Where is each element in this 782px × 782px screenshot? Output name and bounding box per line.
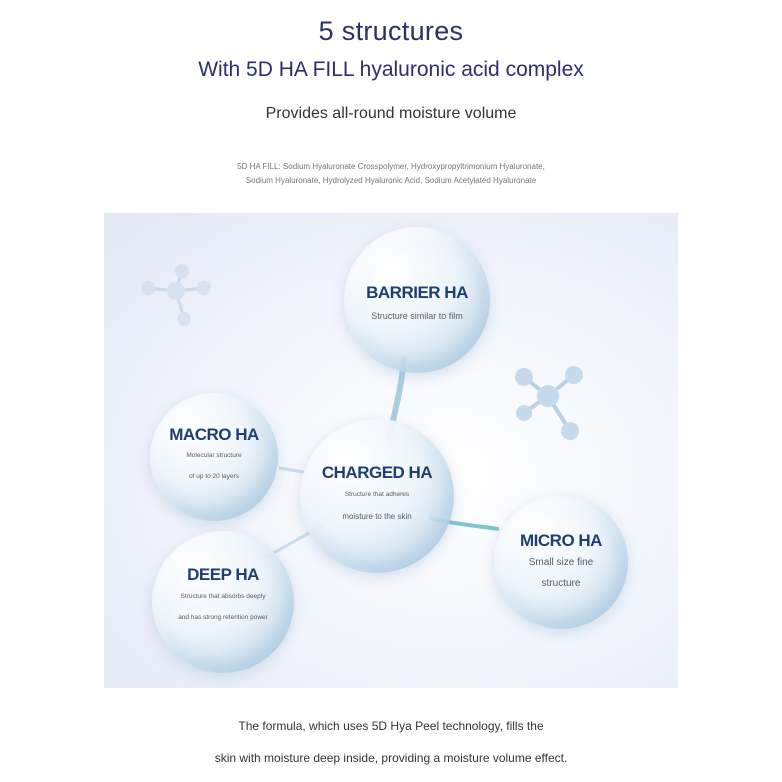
charged-ha-title: CHARGED HA [321, 463, 433, 482]
footer-line-1: The formula, which uses 5D Hya Peel technology, fills the [238, 719, 544, 733]
ingredients-line-2: Sodium Hyaluronate, Hydrolyzed Hyaluronic Acid, Sodium Acetylated Hyaluronate [245, 176, 537, 185]
molecule-icon [515, 366, 583, 440]
charged-ha-label [300, 463, 454, 527]
macro-ha-desc-1: Molecular structure [186, 452, 242, 459]
deep-ha-title: DEEP HA [187, 565, 259, 584]
ingredients-list [0, 160, 782, 188]
deep-ha-label [152, 565, 294, 627]
page-subtitle: With 5D HA FILL hyaluronic acid complex [198, 58, 584, 81]
molecule-icon [141, 264, 211, 326]
macro-ha-desc-2: of up to 20 layers [189, 473, 239, 480]
tagline: Provides all-round moisture volume [265, 105, 517, 122]
barrier-ha-title: BARRIER HA [366, 283, 468, 302]
charged-ha-desc-2: moisture to the skin [342, 512, 412, 521]
page-title: 5 structures [318, 16, 464, 46]
barrier-ha-label [344, 283, 490, 329]
footer-line-2: skin with moisture deep inside, providing a moisture volume effect. [214, 751, 568, 765]
micro-ha-label [494, 531, 628, 593]
ingredients-line-1: 5D HA FILL: Sodium Hyaluronate Crosspolymer, Hydroxypropyltrimonium Hyaluronate, [237, 162, 545, 171]
charged-ha-desc-1: Structure that adheres [344, 491, 410, 498]
deep-ha-desc-1: Structure that absorbs deeply [180, 593, 266, 600]
macro-ha-label [150, 425, 278, 487]
micro-ha-desc-1: Small size fine [528, 557, 594, 568]
micro-ha-desc-2: structure [541, 578, 581, 589]
macro-ha-title: MACRO HA [169, 425, 259, 444]
micro-ha-title: MICRO HA [520, 531, 602, 550]
barrier-ha-desc: Structure similar to film [371, 311, 463, 321]
structure-panel [104, 213, 678, 688]
deep-ha-desc-2: and has strong retention power [178, 614, 268, 621]
